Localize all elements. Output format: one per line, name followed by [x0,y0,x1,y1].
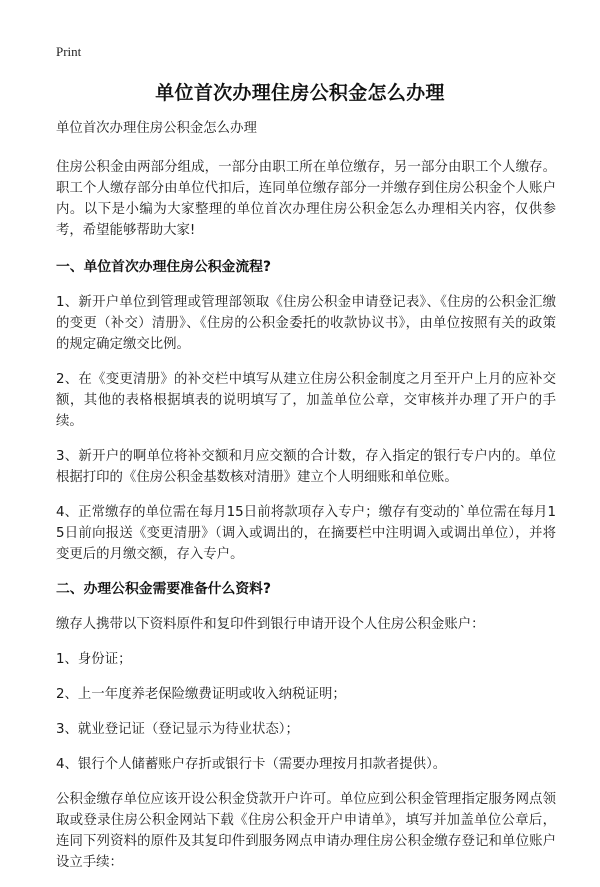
section-heading-materials: 二、办理公积金需要准备什么资料? [56,581,271,597]
process-step: 2、在《变更清册》的补交栏中填写从建立住房公积金制度之月至开户上月的应补交额，其他的表格根据填表的说明填写了，加盖单位公章，交审核并办理了开户的手续。 [56,372,556,429]
page-title: 单位首次办理住房公积金怎么办理 [155,82,445,104]
process-step: 3、新开户的啊单位将补交额和月应交额的合计数，存入指定的银行专户内的。单位根据打印的《住房公积金基数核对清册》建立个人明细账和单位账。 [56,449,556,485]
process-step: 4、正常缴存的单位需在每月15日前将款项存入专户；缴存有变动的`单位需在每月15日前向报送《变更清册》（调入或调出的，在摘要栏中注明调入或调出单位），并将变更后的月缴交额，存入专户。 [56,505,556,562]
print-link[interactable]: Print [56,44,82,59]
article-subtitle: 单位首次办理住房公积金怎么办理 [56,121,257,136]
article-body [56,118,556,887]
closing-paragraph: 公积金缴存单位应该开设公积金贷款开户许可。单位应到公积金管理指定服务网点领取或登录住房公积金网站下载《住房公积金开户申请单》，填写并加盖单位公章后，连同下列资料的原件及其复印件到服务网点申请办理住房公积金缴存登记和单位账户设立手续： [56,792,556,870]
materials-item: 1、身份证； [56,652,132,667]
materials-item: 2、上一年度养老保险缴费证明或收入纳税证明； [56,687,346,702]
process-step: 1、新开户单位到管理或管理部领取《住房公积金申请登记表》、《住房的公积金汇缴的变更（补交）清册》、《住房的公积金委托的收款协议书》，由单位按照有关的政策的规定确定缴交比例。 [56,295,556,352]
intro-paragraph: 住房公积金由两部分组成，一部分由职工所在单位缴存，另一部分由职工个人缴存。职工个人缴存部分由单位代扣后，连同单位缴存部分一并缴存到住房公积金个人账户内。以下是小编为大家整理的单位首次办理住房公积金怎么办理相关内容，仅供参考，希望能够帮助大家! [56,160,556,238]
materials-item: 4、银行个人储蓄账户存折或银行卡（需要办理按月扣款者提供）。 [56,757,447,772]
materials-item: 3、就业登记证（登记显示为待业状态）； [56,722,299,737]
section-heading-process: 一、单位首次办理住房公积金流程? [56,259,271,275]
materials-lead: 缴存人携带以下资料原件和复印件到银行申请开设个人住房公积金账户： [56,617,485,632]
